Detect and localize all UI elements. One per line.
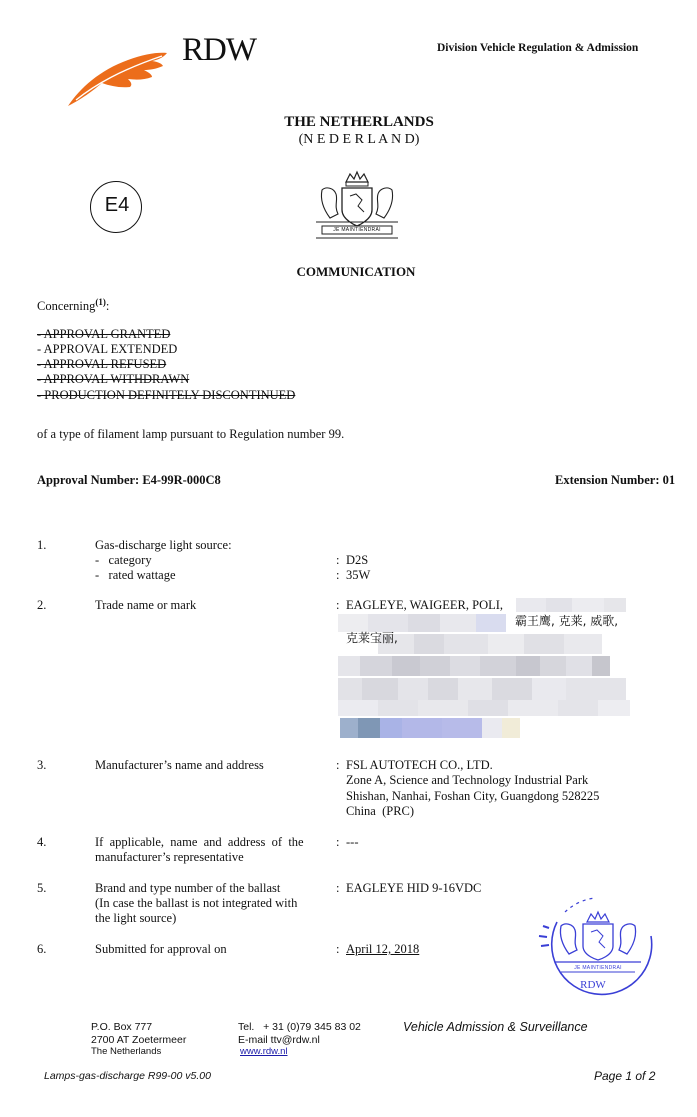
item-5-label-line-2: (In case the ballast is not integrated with bbox=[95, 896, 298, 910]
footer-website-link[interactable]: www.rdw.nl bbox=[240, 1046, 288, 1057]
footer-phone: Tel. + 31 (0)79 345 83 02 bbox=[238, 1021, 361, 1033]
item-3-colon: : bbox=[336, 758, 340, 772]
intro-text: of a type of filament lamp pursuant to Regulation number 99. bbox=[37, 427, 345, 441]
option-production-discontinued: - PRODUCTION DEFINITELY DISCONTINUED bbox=[37, 388, 296, 402]
item-6-number: 6. bbox=[37, 942, 47, 956]
item-4-label-line-1: If applicable, name and address of the bbox=[95, 835, 304, 849]
concerning-colon: : bbox=[105, 299, 110, 314]
item-5-value: EAGLEYE HID 9-16VDC bbox=[346, 881, 482, 895]
footer-po-box: P.O. Box 777 bbox=[91, 1021, 153, 1033]
approval-number: Approval Number: E4-99R-000C8 bbox=[37, 473, 221, 487]
document-reference: Lamps-gas-discharge R99-00 v5.00 bbox=[44, 1070, 211, 1082]
stamp-motto: JE MAINTIENDRAI bbox=[574, 965, 622, 971]
manufacturer-address-line-3: China (PRC) bbox=[346, 804, 415, 818]
manufacturer-address-line-1: Zone A, Science and Technology Industrial Park bbox=[346, 773, 589, 787]
stamp-label: RDW bbox=[580, 979, 606, 991]
item-2-value-line-2: 霸王鹰, 克莱, 威歌, bbox=[515, 614, 619, 628]
rdw-logo-text: RDW bbox=[182, 32, 256, 68]
item-2-value-line-1: EAGLEYE, WAIGEER, POLI, bbox=[346, 598, 504, 612]
item-2-colon: : bbox=[336, 598, 340, 612]
option-approval-withdrawn: - APPROVAL WITHDRAWN bbox=[37, 372, 190, 386]
document-title: COMMUNICATION bbox=[296, 264, 416, 279]
e4-mark-label: E4 bbox=[104, 194, 130, 216]
option-approval-extended: - APPROVAL EXTENDED bbox=[37, 342, 178, 356]
item-3-number: 3. bbox=[37, 758, 47, 772]
footer-city: 2700 AT Zoetermeer bbox=[91, 1034, 187, 1046]
item-5-colon: : bbox=[336, 881, 340, 895]
item-1-wattage-value: 35W bbox=[346, 568, 371, 582]
footer-email: E-mail ttv@rdw.nl bbox=[238, 1034, 320, 1046]
option-approval-granted: - APPROVAL GRANTED bbox=[37, 327, 171, 341]
item-6-colon: : bbox=[336, 942, 340, 956]
submission-date: April 12, 2018 bbox=[346, 942, 420, 956]
concerning-label bbox=[37, 295, 109, 314]
item-4-value: --- bbox=[346, 835, 359, 849]
item-2-label: Trade name or mark bbox=[95, 598, 197, 612]
rdw-feather-logo-icon bbox=[66, 50, 170, 108]
item-1-category-value: D2S bbox=[346, 553, 369, 567]
item-5-label-line-1: Brand and type number of the ballast bbox=[95, 881, 281, 895]
item-5-number: 5. bbox=[37, 881, 47, 895]
division-name: Division Vehicle Regulation & Admission bbox=[437, 42, 639, 54]
item-1-wattage-label: - rated wattage bbox=[95, 568, 176, 582]
extension-number: Extension Number: 01 bbox=[555, 473, 676, 487]
item-1-label: Gas-discharge light source: bbox=[95, 538, 232, 552]
item-4-colon: : bbox=[336, 835, 340, 849]
item-1-wattage-colon: : bbox=[336, 568, 340, 582]
option-approval-refused: - APPROVAL REFUSED bbox=[37, 357, 167, 371]
item-4-label-line-2: manufacturer’s representative bbox=[95, 850, 244, 864]
item-6-label: Submitted for approval on bbox=[95, 942, 227, 956]
footer-department: Vehicle Admission & Surveillance bbox=[403, 1020, 588, 1034]
item-2-number: 2. bbox=[37, 598, 47, 612]
concerning-text: Concerning bbox=[37, 299, 96, 314]
country-title: THE NETHERLANDS bbox=[284, 114, 434, 130]
item-1-number: 1. bbox=[37, 538, 47, 552]
manufacturer-address-line-2: Shishan, Nanhai, Foshan City, Guangdong 528225 bbox=[346, 789, 600, 803]
manufacturer-name: FSL AUTOTECH CO., LTD. bbox=[346, 758, 493, 772]
concerning-footnote: (1) bbox=[95, 297, 106, 307]
footer-country: The Netherlands bbox=[91, 1046, 162, 1057]
item-1-category-colon: : bbox=[336, 553, 340, 567]
item-5-label-line-3: the light source) bbox=[95, 911, 177, 925]
item-1-category-label: - category bbox=[95, 553, 152, 567]
item-4-number: 4. bbox=[37, 835, 47, 849]
page-number: Page 1 of 2 bbox=[594, 1069, 656, 1083]
country-native: (N E D E R L A N D) bbox=[298, 132, 420, 147]
item-2-value-line-3: 克莱宝丽, bbox=[346, 631, 398, 645]
item-3-label: Manufacturer’s name and address bbox=[95, 758, 264, 772]
crest-motto: JE MAINTIENDRAI bbox=[333, 227, 381, 233]
